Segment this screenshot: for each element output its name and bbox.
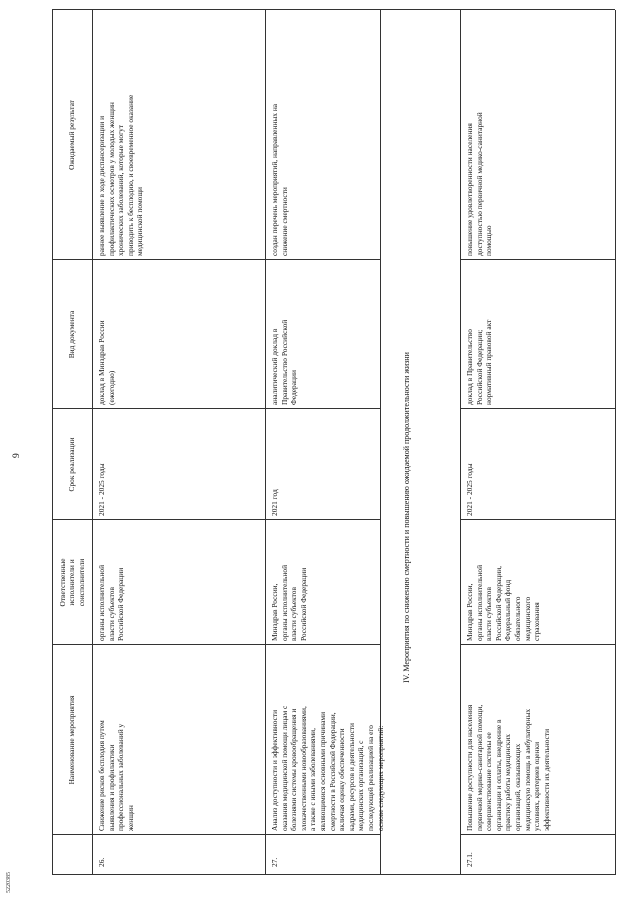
document-type-line: нормативный правовой акт [484,319,494,405]
row-rule [460,10,461,875]
expected-result-line: помощью [484,225,494,256]
column-rule [460,644,615,645]
row-rule [615,10,616,875]
table-top-rule [52,10,53,875]
measure-name-line: первичной медико-санитарной помощи, [474,704,484,831]
row-number: 27. [270,857,279,867]
measure-name-line: эффективности их деятельности [541,728,551,831]
measure-name-line: включая оценку обеспеченности [337,728,347,831]
executors-line: Российской Федерации [116,567,126,641]
measure-name-line: последующей реализацией на его [366,725,375,831]
measure-name-line: кадрами, ресурсов и деятельности [346,723,356,831]
measure-name-line: организации и оплаты, внедрение в [493,719,503,831]
expected-result-line: создан перечень мероприятий, направленных на [270,103,279,256]
column-header: Ответственные [57,558,67,607]
document-type-line: доклад в Минздрав России [97,320,106,405]
executors-line: обязательного [513,596,522,641]
measure-name-line: практику работы медицинских [503,734,513,831]
page-number: 9 [12,453,22,458]
column-rule [52,259,380,260]
measure-name-line: женщин [125,805,135,831]
expected-result-line: профилактических осмотров у молодых женщин [106,102,116,256]
row-number: 26. [97,857,106,867]
executors-line: Российской Федерации, [493,565,503,641]
term: 2021 - 2025 годы [97,463,106,516]
measure-name-line: основе следующих мероприятий: [375,725,385,831]
executors-line: органы исполнительной [474,564,484,641]
term: 2021 - 2025 годы [465,463,474,516]
measure-name-line: болезнями системы кровообращения и [289,708,299,831]
measure-name-line: медицинскую помощь в амбулаторных [522,708,532,831]
document-type-line: доклад в Правительство [465,329,474,405]
measure-name-line: смертности в Российской Федерации, [327,712,337,831]
document-type-line: (ежегодно) [106,370,116,405]
measure-name-line: Повышение доступности для населения [465,704,474,831]
expected-result-line: медицинской помощи [135,187,145,256]
document-type-line: Правительство Российской [279,319,289,405]
column-header: соисполнители [76,558,86,607]
column-rule [52,834,380,835]
column-rule [460,259,615,260]
measure-name-line: медицинских организаций, с [356,740,366,831]
measure-name-line: Анализ доступности и эффективности [270,709,279,831]
column-rule [52,408,380,409]
executors-line: медицинского [522,596,532,641]
column-rule [460,834,615,835]
row-rule [265,10,266,875]
column-rule [460,519,615,520]
measure-name-line: а также с иными заболеваниями, [308,728,318,831]
executors-line: Минздрав России, [270,583,279,641]
term: 2021 год [270,489,279,516]
measure-name-line: выявления и профилактики [106,744,116,831]
column-header: Срок реализации [67,437,77,492]
executors-line: Российской Федерации [298,567,308,641]
column-header: Ожидаемый результат [67,100,77,170]
measure-name-line: Снижение рисков бесплодия путем [97,720,106,831]
executors-line: страхования [532,602,542,641]
section-heading: IV. Мероприятия по снижению смертности и повышению ожидаемой продолжительности жизни [402,352,411,683]
measure-name-line: профессиональных заболеваний у [116,723,126,831]
document-type-line: Федерации [289,370,299,405]
column-header: Наименование мероприятия [67,695,77,785]
column-header: исполнители и [67,559,77,606]
document-type-line: Российской Федерации; [474,329,484,405]
executors-line: Федеральный фонд [503,579,513,641]
expected-result-line: приводить к бесплодию, и своевременное оказание [125,94,135,256]
expected-result-line: раннее выявление в ходе диспансеризации и [97,115,106,256]
table-edge-rule [52,9,615,10]
executors-line: органы исполнительной [97,564,106,641]
executors-line: органы исполнительной [279,564,289,641]
row-number: 27.1. [465,852,474,867]
executors-line: власти субъектов [106,587,116,641]
column-header: Вид документа [67,310,77,359]
expected-result-line: снижение смертности [279,187,289,256]
document-type-line: аналитический доклад в [270,328,279,405]
column-rule [52,519,380,520]
column-rule [52,644,380,645]
measure-name-line: условиях, критериев оценки [532,741,542,831]
header-bottom-rule [92,10,93,875]
table-edge-rule [52,874,615,875]
executors-line: власти субъектов [484,587,494,641]
expected-result-line: доступностью первичной медико-санитарной [474,112,484,256]
measure-name-line: совершенствование системы ее [484,732,494,831]
measure-name-line: оказания медицинской помощи лицам с [279,705,289,831]
expected-result-line: повышение удовлетворенности населения [465,123,474,256]
measure-name-line: являющимися основными причинами [318,711,327,831]
expected-result-line: хронических заболеваний, которые могут [116,124,126,256]
measure-name-line: организаций, оказывающих [513,743,522,831]
column-rule [460,408,615,409]
executors-line: Минздрав России, [465,583,474,641]
measure-name-line: злокачественными новообразованиями, [298,706,308,831]
executors-line: власти субъектов [289,587,299,641]
doc-code: 5220385 [6,872,12,893]
